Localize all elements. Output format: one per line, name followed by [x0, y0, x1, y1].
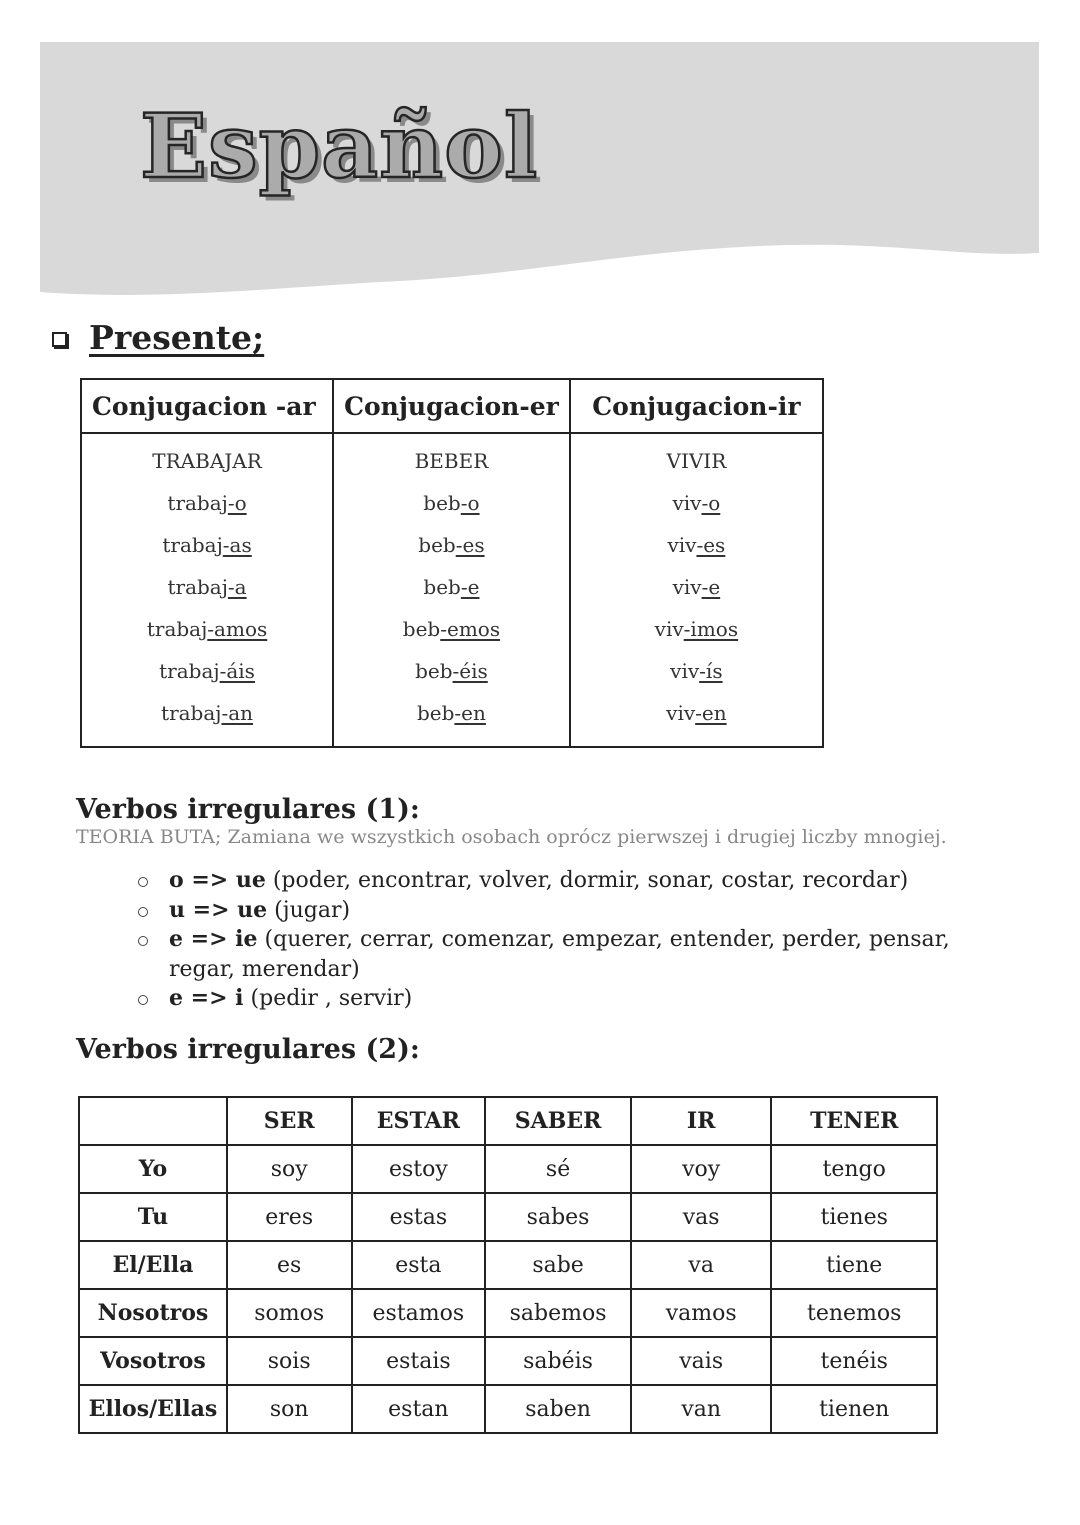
- verb-suffix: -ís: [699, 659, 723, 683]
- table-row: [79, 1289, 937, 1337]
- table-cell: vas: [631, 1193, 772, 1241]
- conjugation-header: Conjugacion -ar: [81, 379, 333, 433]
- verb-stem: beb: [402, 617, 441, 641]
- table-cell: estoy: [352, 1145, 486, 1193]
- table-cell: eres: [227, 1193, 352, 1241]
- verb-stem: trabaj: [167, 575, 228, 599]
- verb-stem: viv: [666, 701, 696, 725]
- table-cell: sois: [227, 1337, 352, 1385]
- irregular-verbs-1-note: TEORIA BUTA; Zamiana we wszystkich osobach oprócz pierwszej i drugiej liczby mnogiej.: [76, 826, 947, 848]
- circle-bullet-icon: [138, 877, 148, 887]
- verb-form: [82, 608, 332, 650]
- verb-stem: trabaj: [146, 617, 208, 641]
- pronoun-cell: Nosotros: [79, 1289, 227, 1337]
- verb-suffix: -emos: [440, 617, 501, 641]
- table-cell: tenemos: [771, 1289, 937, 1337]
- verb-stem: viv: [667, 533, 697, 557]
- table-cell: esta: [352, 1241, 486, 1289]
- irregular-rules-list: [136, 866, 996, 1014]
- verb-form: [82, 650, 332, 692]
- verb-stem: viv: [654, 617, 684, 641]
- circle-bullet-icon: [138, 936, 148, 946]
- table-cell: estas: [352, 1193, 486, 1241]
- verb-form: [82, 524, 332, 566]
- table-cell: son: [227, 1385, 352, 1433]
- table-cell: vamos: [631, 1289, 772, 1337]
- rule: e => i: [169, 985, 244, 1011]
- verb-header: SABER: [485, 1097, 631, 1145]
- table-cell: saben: [485, 1385, 631, 1433]
- verb-header: ESTAR: [352, 1097, 486, 1145]
- table-cell: va: [631, 1241, 772, 1289]
- rule-verbs: (querer, cerrar, comenzar, empezar, entender, perder, pensar, regar, merendar): [169, 927, 950, 982]
- verb-suffix: -éis: [452, 659, 488, 683]
- rule: u => ue: [169, 896, 268, 923]
- verb-suffix: -as: [222, 533, 252, 557]
- verb-stem: beb: [416, 701, 455, 725]
- verb-header: SER: [227, 1097, 352, 1145]
- verb-stem: beb: [423, 491, 461, 515]
- pronoun-cell: Vosotros: [79, 1337, 227, 1385]
- infinitive: TRABAJAR: [152, 449, 262, 473]
- table-cell: sabemos: [485, 1289, 631, 1337]
- table-row: [79, 1337, 937, 1385]
- verb-suffix: -o: [460, 491, 480, 515]
- conjugation-column: [570, 433, 823, 747]
- verb-stem: viv: [672, 575, 702, 599]
- verb-stem: beb: [423, 575, 461, 599]
- verb-form: [571, 482, 822, 524]
- conjugation-table: [80, 378, 824, 748]
- verb-suffix: -o: [701, 491, 721, 515]
- table-cell: sé: [485, 1145, 631, 1193]
- verb-stem: beb: [415, 659, 453, 683]
- section-heading-text: Presente;: [89, 318, 265, 357]
- table-row: [79, 1145, 937, 1193]
- conjugation-column: [333, 433, 570, 747]
- verb-suffix: -en: [454, 701, 486, 725]
- verb-suffix: -es: [455, 533, 485, 557]
- verb-stem: trabaj: [161, 701, 222, 725]
- table-cell: sabéis: [485, 1337, 631, 1385]
- table-cell: soy: [227, 1145, 352, 1193]
- table-cell: estais: [352, 1337, 486, 1385]
- pronoun-cell: Yo: [79, 1145, 227, 1193]
- irregular-verbs-table: [78, 1096, 938, 1434]
- table-row: [79, 1241, 937, 1289]
- verb-suffix: -en: [695, 701, 727, 725]
- table-cell: tenéis: [771, 1337, 937, 1385]
- rule: e => ie: [169, 926, 258, 952]
- list-item: [136, 896, 996, 926]
- irregular-verbs-1-heading: Verbos irregulares (1):: [76, 794, 420, 825]
- table-cell: somos: [227, 1289, 352, 1337]
- verb-form: [334, 524, 569, 566]
- verb-stem: viv: [672, 491, 702, 515]
- verb-form: [82, 482, 332, 524]
- table-corner-cell: [79, 1097, 227, 1145]
- table-cell: sabes: [485, 1193, 631, 1241]
- table-header-row: [79, 1097, 937, 1145]
- table-cell: tienen: [771, 1385, 937, 1433]
- table-cell: voy: [631, 1145, 772, 1193]
- verb-suffix: -amos: [207, 617, 268, 641]
- table-cell: tienes: [771, 1193, 937, 1241]
- irregular-verbs-2-heading: Verbos irregulares (2):: [76, 1034, 420, 1065]
- table-cell: tiene: [771, 1241, 937, 1289]
- circle-bullet-icon: [138, 995, 148, 1005]
- verb-form: [334, 482, 569, 524]
- verb-header: TENER: [771, 1097, 937, 1145]
- verb-stem: trabaj: [162, 533, 223, 557]
- verb-stem: trabaj: [159, 659, 220, 683]
- table-cell: sabe: [485, 1241, 631, 1289]
- verb-stem: trabaj: [167, 491, 228, 515]
- verb-form: [571, 692, 822, 734]
- square-bullet-icon: [52, 332, 67, 347]
- verb-suffix: -es: [696, 533, 726, 557]
- table-row: [79, 1193, 937, 1241]
- infinitive: BEBER: [414, 449, 489, 473]
- verb-form: [82, 692, 332, 734]
- table-cell: vais: [631, 1337, 772, 1385]
- table-cell: estan: [352, 1385, 486, 1433]
- list-item: [136, 925, 996, 984]
- verb-suffix: -an: [221, 701, 254, 725]
- verb-form: [334, 692, 569, 734]
- verb-form: [334, 566, 569, 608]
- verb-suffix: -a: [227, 575, 247, 599]
- list-item: [136, 984, 996, 1014]
- pronoun-cell: Tu: [79, 1193, 227, 1241]
- verb-form: [571, 524, 822, 566]
- table-cell: estamos: [352, 1289, 486, 1337]
- page-title: Español: [140, 94, 539, 198]
- conjugation-column: [81, 433, 333, 747]
- section-heading: [52, 318, 264, 357]
- rule-verbs: (poder, encontrar, volver, dormir, sonar, costar, recordar): [265, 868, 909, 893]
- rule-verbs: (pedir , servir): [243, 986, 413, 1011]
- pronoun-cell: El/Ella: [79, 1241, 227, 1289]
- verb-form: [82, 566, 332, 608]
- rule: o => ue: [169, 867, 266, 893]
- verb-form: [571, 566, 822, 608]
- infinitive: VIVIR: [666, 449, 727, 473]
- table-cell: es: [227, 1241, 352, 1289]
- rule-verbs: (jugar): [267, 897, 351, 923]
- header-banner: [0, 0, 1080, 320]
- verb-stem: viv: [670, 659, 700, 683]
- verb-suffix: -imos: [683, 617, 739, 641]
- verb-form: [571, 650, 822, 692]
- verb-form: [334, 608, 569, 650]
- table-row: [79, 1385, 937, 1433]
- pronoun-cell: Ellos/Ellas: [79, 1385, 227, 1433]
- conjugation-header: Conjugacion-er: [333, 379, 570, 433]
- verb-suffix: -áis: [219, 659, 255, 683]
- verb-form: [334, 650, 569, 692]
- list-item: [136, 866, 996, 896]
- verb-form: [571, 608, 822, 650]
- verb-header: IR: [631, 1097, 772, 1145]
- verb-stem: beb: [418, 533, 456, 557]
- table-cell: tengo: [771, 1145, 937, 1193]
- table-cell: van: [631, 1385, 772, 1433]
- circle-bullet-icon: [138, 907, 148, 917]
- verb-suffix: -e: [460, 575, 480, 599]
- conjugation-header: Conjugacion-ir: [570, 379, 823, 433]
- verb-suffix: -e: [701, 575, 721, 599]
- verb-suffix: -o: [227, 491, 247, 515]
